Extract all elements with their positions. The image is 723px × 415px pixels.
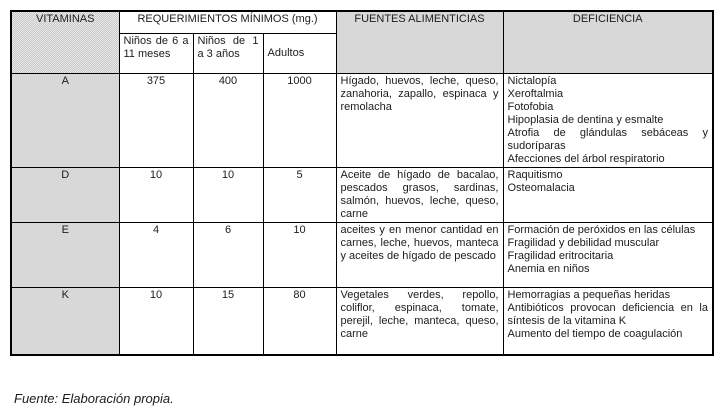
- deficiencia-item: Afecciones del árbol respiratorio: [507, 152, 665, 165]
- deficiencia-item: Hemorragias a pequeñas heridas: [507, 288, 671, 301]
- deficiencia-cell: [503, 167, 713, 222]
- deficiencia-item: Formación de peróxidos en las células: [507, 223, 696, 236]
- req-1-3-value: 10: [193, 167, 263, 222]
- req-adultos-value: 1000: [263, 73, 336, 167]
- req-6-11-value: 10: [119, 287, 193, 355]
- vitamin-letter: E: [11, 222, 119, 287]
- vitamin-letter: D: [11, 167, 119, 222]
- req-6-11-value: 10: [119, 167, 193, 222]
- header-fuentes: FUENTES ALIMENTICIAS: [336, 11, 503, 73]
- deficiencia-cell: [503, 222, 713, 287]
- fuentes-cell: Aceite de hígado de bacalao, pescados grasos, sardinas, salmón, huevos, leche, queso, carne: [336, 167, 503, 222]
- header-requerimientos: REQUERIMIENTOS MÍNIMOS (mg.): [119, 11, 336, 33]
- req-adultos-value: 10: [263, 222, 336, 287]
- header-adultos: Adultos: [263, 33, 336, 73]
- fuentes-cell: Hígado, huevos, leche, queso, zanahoria, zapallo, espinaca y remolacha: [336, 73, 503, 167]
- deficiencia-item: Osteomalacia: [507, 181, 575, 194]
- fuentes-cell: Vegetales verdes, repollo, coliflor, espinaca, tomate, perejil, leche, manteca, queso, carne: [336, 287, 503, 355]
- header-vitaminas: VITAMINAS: [11, 11, 119, 73]
- header-ninos-1-3: Niños de 1 a 3 años: [193, 33, 263, 73]
- deficiencia-item: Atrofia de glándulas sebáceas y sudoríparas: [507, 126, 708, 152]
- deficiencia-item: Fragilidad y debilidad muscular: [507, 236, 660, 249]
- deficiencia-item: Xeroftalmia: [507, 87, 564, 100]
- table-row-vitamin-d: [11, 167, 713, 222]
- header-ninos-6-11: Niños de 6 a 11 meses: [119, 33, 193, 73]
- req-1-3-value: 400: [193, 73, 263, 167]
- req-6-11-value: 375: [119, 73, 193, 167]
- req-adultos-value: 5: [263, 167, 336, 222]
- deficiencia-cell: [503, 73, 713, 167]
- deficiencia-item: Fragilidad eritrocitaria: [507, 249, 614, 262]
- deficiencia-item: Anemia en niños: [507, 262, 590, 275]
- deficiencia-item: Aumento del tiempo de coagulación: [507, 327, 683, 340]
- deficiencia-item: Raquitismo: [507, 168, 563, 181]
- header-row-top: [11, 11, 713, 33]
- header-deficiencia: DEFICIENCIA: [503, 11, 713, 73]
- table-row-vitamin-k: [11, 287, 713, 355]
- source-note: Fuente: Elaboración propia.: [14, 391, 174, 406]
- req-6-11-value: 4: [119, 222, 193, 287]
- req-1-3-value: 6: [193, 222, 263, 287]
- table-row-vitamin-a: [11, 73, 713, 167]
- deficiencia-cell: [503, 287, 713, 355]
- req-1-3-value: 15: [193, 287, 263, 355]
- vitamin-letter: K: [11, 287, 119, 355]
- req-adultos-value: 80: [263, 287, 336, 355]
- fuentes-cell: aceites y en menor cantidad en carnes, leche, huevos, manteca y aceites de hígado de pescado: [336, 222, 503, 287]
- deficiencia-item: Fotofobia: [507, 100, 554, 113]
- vitamins-table: [10, 10, 714, 356]
- deficiencia-item: Antibióticos provocan deficiencia en la síntesis de la vitamina K: [507, 301, 708, 327]
- vitamin-letter: A: [11, 73, 119, 167]
- deficiencia-item: Hipoplasia de dentina y esmalte: [507, 113, 664, 126]
- deficiencia-item: Nictalopía: [507, 74, 557, 87]
- table-row-vitamin-e: [11, 222, 713, 287]
